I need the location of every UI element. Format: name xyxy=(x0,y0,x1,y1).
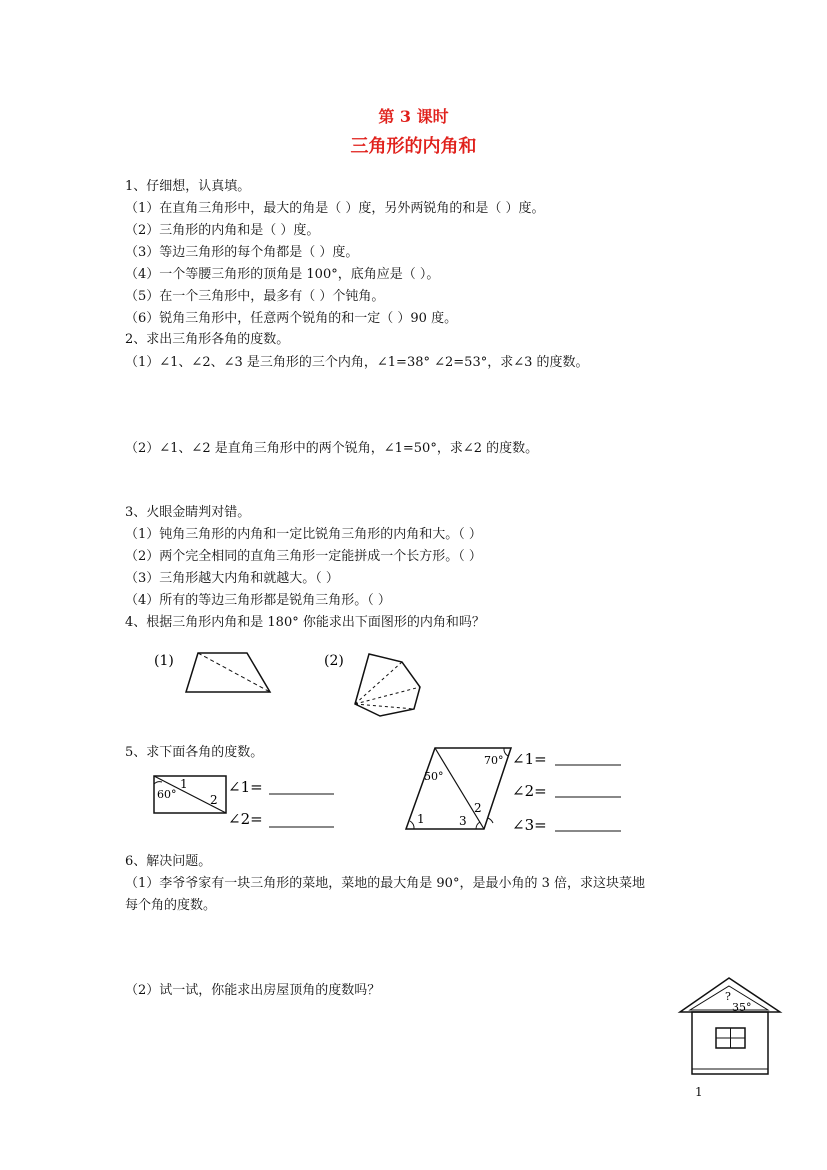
section1-heading: 1、仔细想，认真填。 xyxy=(125,179,251,194)
section2-question-1: （1）∠1、∠2、∠3 是三角形的三个内角，∠1=38° ∠2=53°，求∠3 的度数。 xyxy=(125,355,589,370)
section6-heading: 6、解决问题。 xyxy=(125,854,212,869)
para-angle-3-label: 3 xyxy=(459,814,467,828)
section3-item-1: （1）钝角三角形的内角和一定比锐角三角形的内角和大。（ ） xyxy=(125,527,482,542)
parallelogram-figure xyxy=(400,742,630,838)
section3-item-4: （4）所有的等边三角形都是锐角三角形。（ ） xyxy=(125,593,391,608)
rect-answer-2: ∠2= xyxy=(228,810,263,828)
page-title: 三角形的内角和 xyxy=(350,136,477,157)
fig1-label: (1) xyxy=(154,653,174,669)
section1-item-6: （6）锐角三角形中，任意两个锐角的和一定（ ）90 度。 xyxy=(125,311,458,326)
roof-top-angle-label: ? xyxy=(725,990,731,1003)
para-angle-50-label: 50° xyxy=(424,770,444,783)
section1-item-5: （5）在一个三角形中，最多有（ ）个钝角。 xyxy=(125,289,385,304)
section1-item-1: （1）在直角三角形中，最大的角是（ ）度，另外两锐角的和是（ ）度。 xyxy=(125,201,545,216)
section6-question-2: （2）试一试，你能求出房屋顶角的度数吗？ xyxy=(125,983,381,998)
rect-angle-60-label: 60° xyxy=(157,788,177,801)
house-figure xyxy=(676,970,786,1080)
fig2-label: (2) xyxy=(324,653,344,669)
section1-item-4: （4）一个等腰三角形的顶角是 100°，底角应是（ ）。 xyxy=(125,267,440,282)
para-answer-2: ∠2= xyxy=(512,782,547,800)
section3-item-3: （3）三角形越大内角和就越大。（ ） xyxy=(125,571,339,586)
para-answer-3: ∠3= xyxy=(512,816,547,834)
para-angle-1-label: 1 xyxy=(417,812,425,826)
section6-question-1-line-1: （1）李爷爷家有一块三角形的菜地，菜地的最大角是 90°，是最小角的 3 倍，求这块菜地 xyxy=(125,876,645,891)
section2-heading: 2、求出三角形各角的度数。 xyxy=(125,332,290,347)
rect-answer-1: ∠1= xyxy=(228,778,263,796)
section3-heading: 3、火眼金睛判对错。 xyxy=(125,505,251,520)
lesson-number: 第 3 课时 xyxy=(378,107,449,126)
section6-question-1-line-2: 每个角的度数。 xyxy=(125,898,217,913)
para-angle-70-label: 70° xyxy=(484,754,504,767)
para-angle-2-label: 2 xyxy=(474,801,482,815)
section1-item-3: （3）等边三角形的每个角都是（ ）度。 xyxy=(125,245,359,260)
page-number: 1 xyxy=(695,1085,703,1099)
section5-heading: 5、求下面各角的度数。 xyxy=(125,745,264,760)
rectangle-figure xyxy=(148,766,348,836)
section4-figures xyxy=(148,645,458,720)
trapezoid-figure xyxy=(186,653,270,692)
para-answer-1: ∠1= xyxy=(512,750,547,768)
section4-heading: 4、根据三角形内角和是 180° 你能求出下面图形的内角和吗？ xyxy=(125,615,485,630)
section2-question-2: （2）∠1、∠2 是直角三角形中的两个锐角，∠1=50°，求∠2 的度数。 xyxy=(125,441,539,456)
section3-item-2: （2）两个完全相同的直角三角形一定能拼成一个长方形。（ ） xyxy=(125,549,482,564)
hexagon-figure xyxy=(355,654,420,716)
section1-item-2: （2）三角形的内角和是（ ）度。 xyxy=(125,223,320,238)
roof-base-angle-label: 35° xyxy=(732,1001,752,1014)
rect-angle-1-label: 1 xyxy=(180,777,188,791)
rect-angle-2-label: 2 xyxy=(210,793,218,807)
